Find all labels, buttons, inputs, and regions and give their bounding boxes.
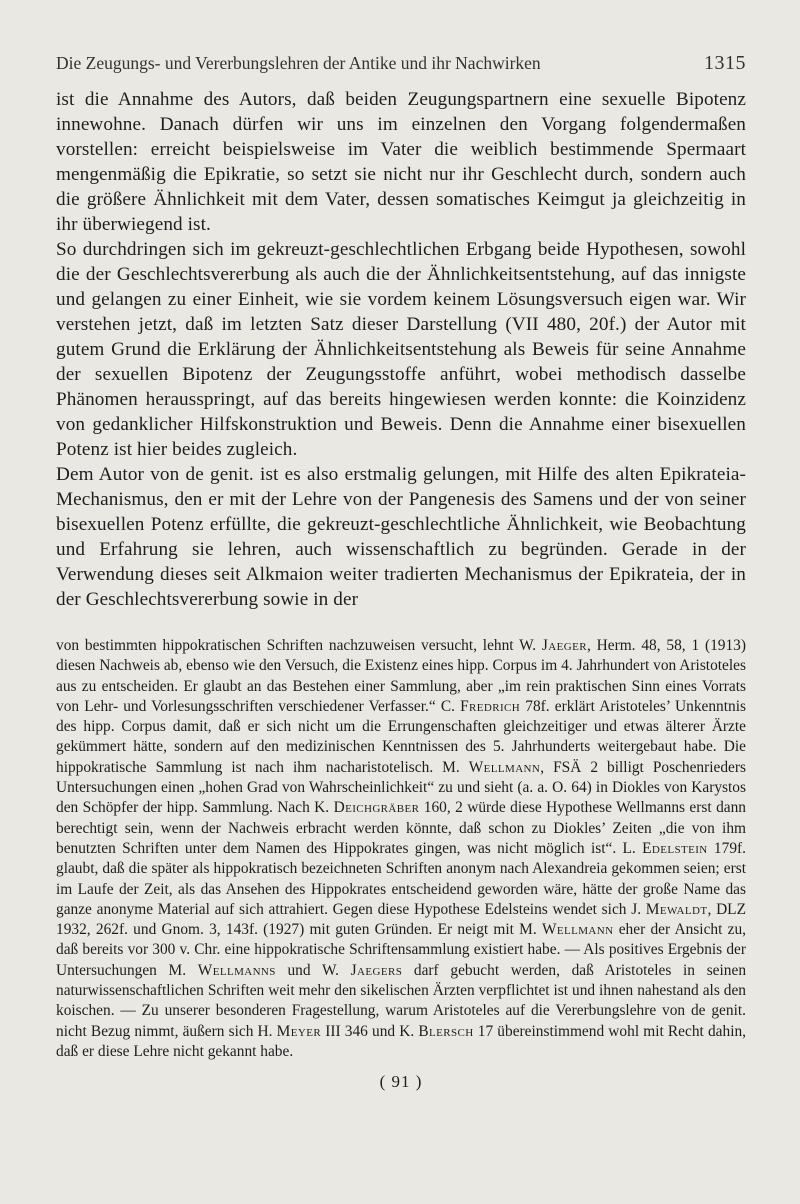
footnote-segment: , FSÄ 2 billigt Poschenrieders Untersuchungen einen „hohen Grad von Wahrscheinlichkeit“ zu und sieht (a. a. O. 64) in Diokles von Karystos den Schöpfer der hipp. Sammlung. Nach K. <box>56 758 747 817</box>
footnote-segment: III 346 und K. <box>321 1022 419 1040</box>
footnote-segment: , Herm. 48, 58, 1 (1913) diesen Nachweis ab, ebenso wie den Versuch, die Existenz eines hipp. Corpus im 4. Jahrhundert von Aristoteles aus zu entscheiden. Er glaubt an das Bestehen einer Sammlung, aber „im rein praktischen Sinn eines Vorrats von Lehr- und Vorlesungsschriften verschiedener Verfasser.“ C. <box>56 637 746 715</box>
footnote-segment: und W. <box>275 961 351 979</box>
folio: ( 91 ) <box>379 1072 423 1092</box>
footnote-text <box>56 636 746 1062</box>
author-name: Deichgräber <box>333 799 420 817</box>
paragraph: Dem Autor von de genit. ist es also erstmalig gelungen, mit Hilfe des alten Epikrateia-Mechanismus, den er mit der Lehre von der Pangenesis des Samens und der von seiner bisexuellen Potenz erfüllte, die gekreuzt-geschlechtliche Ähnlichkeit, wie Beobachtung und Erfahrung sie lehren, auch wissenschaftlich zu begründen. Gerade in der Verwendung dieses seit Alkmaion weiter tradierten Mechanismus der Epikrateia, der in der Geschlechtsvererbung sowie in der <box>56 464 746 610</box>
footnote <box>56 636 746 1062</box>
footnote-segment: 179f. glaubt, daß die später als hippokratisch bezeichneten Schriften anonym nach Alexandreia gekommen seien; erst im Laufe der Zeit, als das Ansehen des Hippokrates entscheidend geworden wäre, hätte der große Name das ganze anonyme Material auf sich attrahiert. Gegen diese Hypothese Edelsteins wendet sich J. <box>56 839 746 918</box>
footnote-segment: 78f. erklärt Aristoteles’ Unkenntnis des hipp. Corpus damit, daß er sich nicht um die Errungenschaften gleichzeitiger und etwas älterer Ärzte gekümmert hätte, sondern auf den medizinischen Kenntnissen des 5. Jahrhunderts weitergebaut habe. Die hippokratische Sammlung ist nach ihm nacharistotelisch. M. <box>56 697 746 776</box>
author-name: Jaeger <box>541 637 587 654</box>
running-head-title: Die Zeugungs- und Vererbungslehren der Antike und ihr Nachwirken <box>56 53 541 73</box>
footnote-segment: 17 übereinstimmend wohl mit Recht dahin, daß er diese Lehre nicht gekannt habe. <box>56 1022 747 1060</box>
author-name: Edelstein <box>642 839 708 857</box>
author-name: Jaegers <box>350 961 403 979</box>
author-name: Fredrich <box>460 697 521 715</box>
footnote-segment: , DLZ 1932, 262f. und Gnom. 3, 143f. (1927) mit guten Gründen. Er neigt mit M. <box>56 900 746 939</box>
author-name: Wellmanns <box>197 961 276 979</box>
paragraph: ist die Annahme des Autors, daß beiden Zeugungspartnern eine sexuelle Bipotenz innewohne. Danach dürfen wir uns im einzelnen den Vorgang folgendermaßen vorstellen: erreicht beispielsweise im Vater die weiblich bestimmende Spermaart mengenmäßig die Epikratie, so setzt sie nicht nur ihr Geschlecht durch, sondern auch die größere Ähnlichkeit mit dem Vater, dessen somatisches Keimgut ja gleichzeitig in ihr überwiegend ist. <box>56 89 746 235</box>
author-name: Wellmann <box>541 921 614 939</box>
footnote-segment: von bestimmten hippokratischen Schriften nachzuweisen versucht, lehnt W. <box>56 637 542 654</box>
footnote-segment: 160, 2 würde diese Hypothese Wellmanns erst dann berechtigt sein, wenn der Nachweis erbracht werden könnte, daß schon zu Diokles’ Zeiten „die von ihm benutzten Schriften unter dem Namen des Hippokrates gingen, was nicht möglich ist“. L. <box>56 799 746 857</box>
page-number: 1315 <box>704 52 746 74</box>
running-head <box>56 52 746 75</box>
author-name: Meyer <box>276 1022 322 1040</box>
main-text <box>56 87 746 612</box>
footnote-segment: darf gebucht werden, daß Aristoteles in seinen naturwissenschaftlichen Schriften weit mehr den sikelischen Ärzten verpflichtet ist und ihnen nahestand als den koischen. — Zu unserer besonderen Fragestellung, warum Aristoteles auf die Vererbungslehre von de genit. nicht Bezug nimmt, äußern sich H. <box>56 961 747 1040</box>
author-name: Blersch <box>418 1022 474 1040</box>
paragraph: So durchdringen sich im gekreuzt-geschlechtlichen Erbgang beide Hypothesen, sowohl die der Geschlechtsvererbung als auch die der Ähnlichkeitsentstehung, auf das innigste und gelangen zu einer Einheit, wie sie vordem keinem Lösungsversuch eigen war. Wir verstehen jetzt, daß im letzten Satz dieser Darstellung (VII 480, 20f.) der Autor mit gutem Grund die Erklärung der Ähnlichkeitsentstehung als Beweis für seine Annahme der sexuellen Bipotenz der Zeugungsstoffe anführt, wobei methodisch dasselbe Phänomen herausspringt, auf das bereits hingewiesen werden konnte: die Koinzidenz von gedanklicher Hilfskonstruktion und Beweis. Denn die Annahme einer bisexuellen Potenz ist hier beides zugleich. <box>56 239 746 460</box>
author-name: Mewaldt <box>645 900 708 918</box>
footnote-segment: eher der Ansicht zu, daß bereits vor 300 v. Chr. eine hippokratische Schriftensammlung existiert habe. — Als positives Ergebnis der Untersuchungen M. <box>56 921 746 979</box>
author-name: Wellmann <box>468 758 541 776</box>
